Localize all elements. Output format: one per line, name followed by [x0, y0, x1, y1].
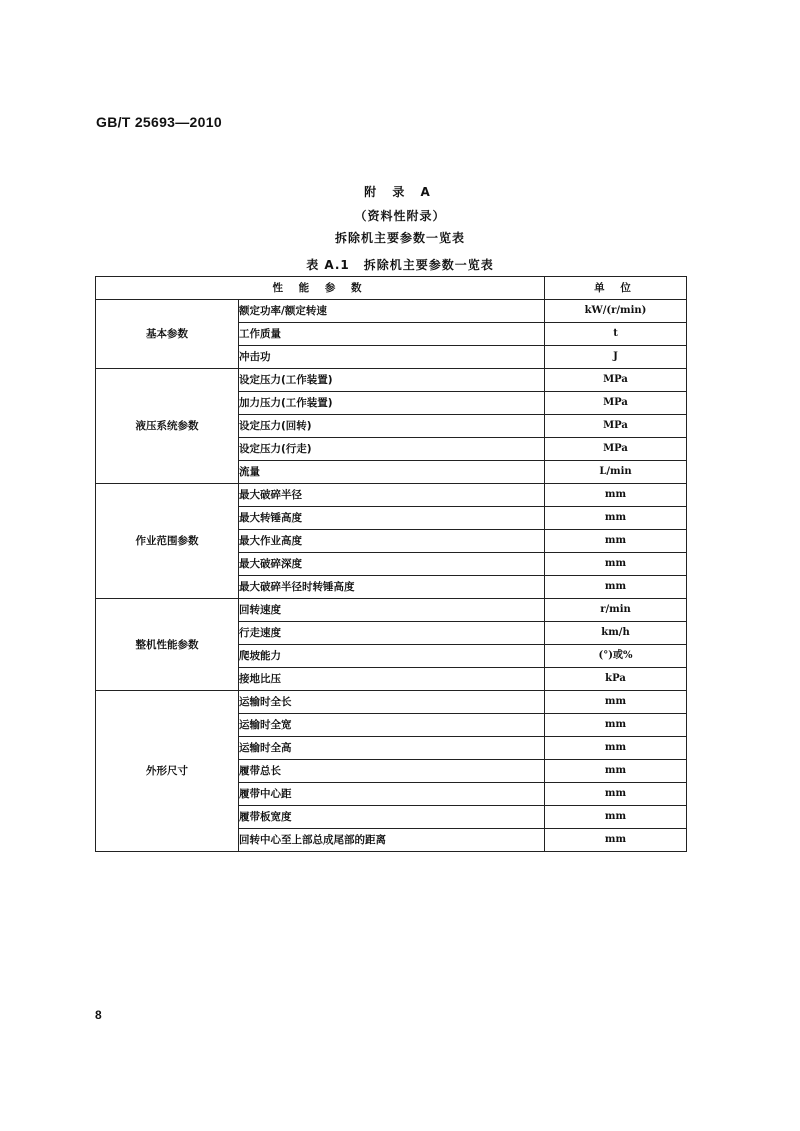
parameter-unit: mm — [545, 806, 687, 829]
parameter-name: 额定功率/额定转速 — [239, 300, 545, 323]
appendix-title: 附 录 A — [364, 185, 436, 199]
table-caption-number: 表 A.1 — [306, 258, 350, 272]
table-body — [96, 300, 687, 852]
parameter-name: 最大作业高度 — [239, 530, 545, 553]
parameter-unit: mm — [545, 691, 687, 714]
group-label: 整机性能参数 — [96, 599, 239, 691]
parameter-name: 设定压力(行走) — [239, 438, 545, 461]
parameter-unit: kW/(r/min) — [545, 300, 687, 323]
header-unit: 单 位 — [545, 277, 687, 300]
parameter-unit: mm — [545, 553, 687, 576]
table-row — [96, 369, 687, 392]
parameter-unit: mm — [545, 760, 687, 783]
group-label: 作业范围参数 — [96, 484, 239, 599]
group-label: 液压系统参数 — [96, 369, 239, 484]
parameter-name: 运输时全高 — [239, 737, 545, 760]
header-parameter: 性 能 参 数 — [96, 277, 545, 300]
parameter-name: 回转速度 — [239, 599, 545, 622]
parameter-unit: t — [545, 323, 687, 346]
parameter-name: 最大破碎半径 — [239, 484, 545, 507]
parameter-name: 冲击功 — [239, 346, 545, 369]
appendix-subtitle: 拆除机主要参数一览表 — [334, 231, 465, 245]
appendix-type: （资料性附录） — [354, 209, 446, 223]
parameter-name: 行走速度 — [239, 622, 545, 645]
table-row — [96, 691, 687, 714]
group-label: 基本参数 — [96, 300, 239, 369]
parameter-unit: km/h — [545, 622, 687, 645]
table-row — [96, 484, 687, 507]
parameter-name: 设定压力(回转) — [239, 415, 545, 438]
parameter-name: 工作质量 — [239, 323, 545, 346]
parameter-unit: mm — [545, 576, 687, 599]
parameter-unit: mm — [545, 714, 687, 737]
parameter-name: 加力压力(工作装置) — [239, 392, 545, 415]
table-caption — [0, 256, 800, 273]
table-caption-title: 拆除机主要参数一览表 — [363, 258, 494, 272]
parameter-unit: mm — [545, 829, 687, 852]
parameter-name: 最大转锤高度 — [239, 507, 545, 530]
parameter-name: 运输时全长 — [239, 691, 545, 714]
parameter-unit: mm — [545, 737, 687, 760]
parameter-unit: kPa — [545, 668, 687, 691]
parameter-unit: MPa — [545, 415, 687, 438]
parameter-unit: mm — [545, 484, 687, 507]
parameter-unit: J — [545, 346, 687, 369]
parameter-name: 爬坡能力 — [239, 645, 545, 668]
table-row — [96, 599, 687, 622]
parameter-name: 最大破碎半径时转锤高度 — [239, 576, 545, 599]
parameter-name: 运输时全宽 — [239, 714, 545, 737]
table-row — [96, 300, 687, 323]
parameter-name: 设定压力(工作装置) — [239, 369, 545, 392]
table-header-row — [96, 277, 687, 300]
parameter-unit: MPa — [545, 369, 687, 392]
parameter-name: 回转中心至上部总成尾部的距离 — [239, 829, 545, 852]
parameter-name: 履带中心距 — [239, 783, 545, 806]
parameter-unit: MPa — [545, 438, 687, 461]
parameter-name: 履带板宽度 — [239, 806, 545, 829]
parameter-unit: mm — [545, 530, 687, 553]
parameter-name: 最大破碎深度 — [239, 553, 545, 576]
standard-number: GB/T 25693—2010 — [96, 114, 222, 130]
parameters-table — [95, 276, 687, 852]
parameter-unit: (°)或% — [545, 645, 687, 668]
parameter-name: 流量 — [239, 461, 545, 484]
parameter-unit: r/min — [545, 599, 687, 622]
page-number: 8 — [95, 1008, 102, 1022]
parameter-unit: L/min — [545, 461, 687, 484]
parameter-unit: mm — [545, 507, 687, 530]
parameter-name: 接地比压 — [239, 668, 545, 691]
group-label: 外形尺寸 — [96, 691, 239, 852]
parameter-unit: MPa — [545, 392, 687, 415]
parameter-name: 履带总长 — [239, 760, 545, 783]
parameter-unit: mm — [545, 783, 687, 806]
